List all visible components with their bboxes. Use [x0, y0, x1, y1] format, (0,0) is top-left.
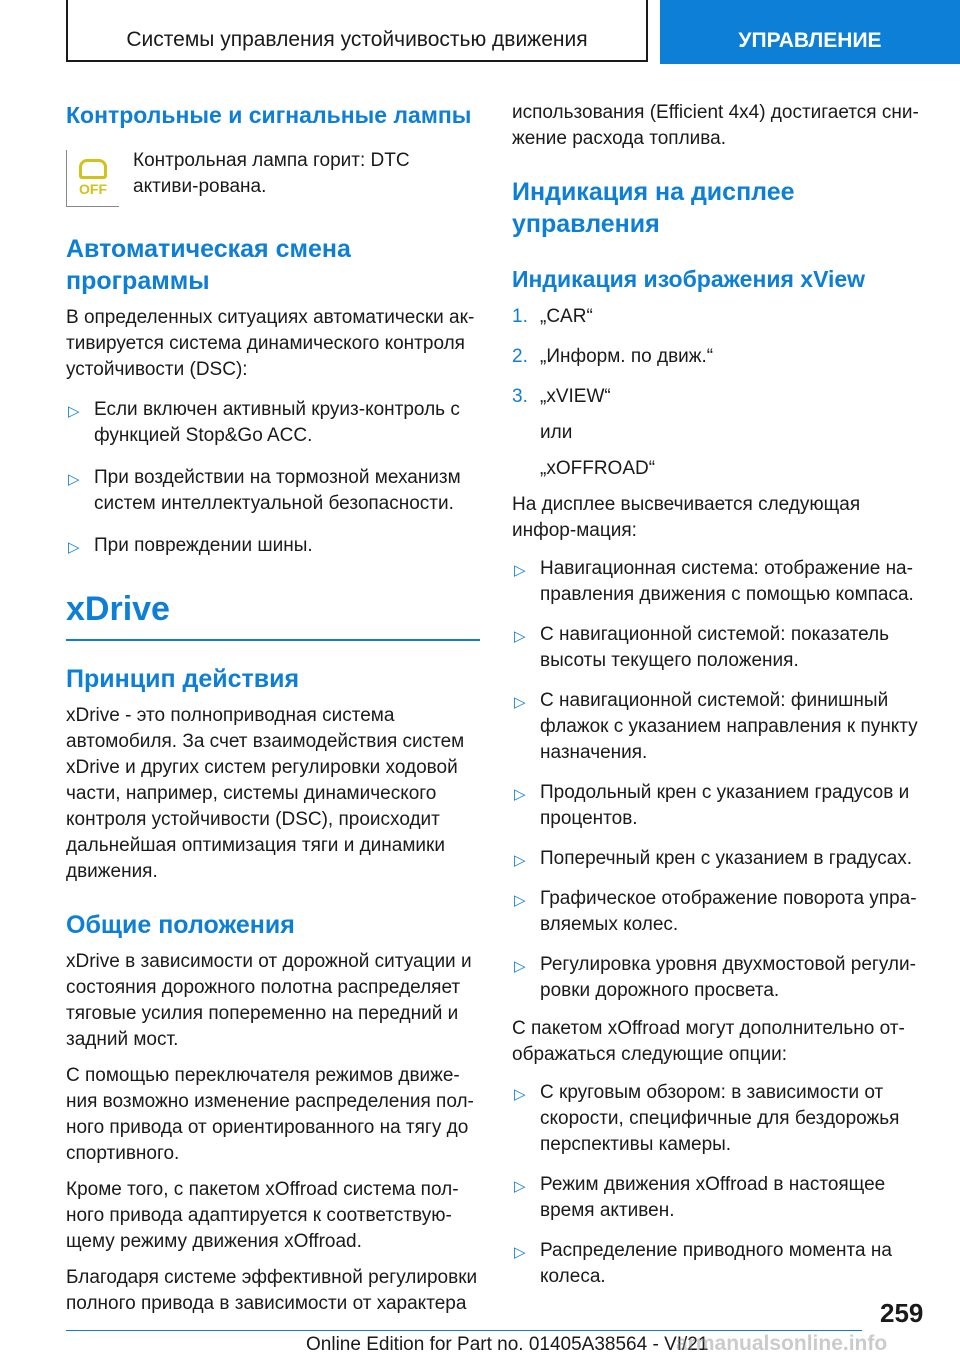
xview-heading: Индикация изображения xView [512, 266, 866, 292]
package-intro: С пакетом xOffroad могут дополнительно от-ображаться следующие опции: [512, 1018, 905, 1065]
display-bullets [512, 556, 924, 1004]
list-item: 1. „CAR“ [512, 306, 593, 327]
general-paragraph-2: С помощью переключателя режимов движе-ния возможно изменение распределения пол-ного привода от ориентированного на тягу до спортивного. [66, 1065, 474, 1164]
list-item: ▷ Регулировка уровня двухмостовой регули-ровки дорожного просвета. [514, 954, 916, 1001]
page-header [66, 0, 960, 64]
general-paragraph-1: xDrive в зависимости от дорожной ситуации и состояния дорожного полотна распределяет тяговые усилия попеременно на передний и задний мост. [66, 951, 472, 1050]
section-title: Системы управления устойчивостью движения [66, 0, 648, 62]
triangle-bullet-icon: ▷ [68, 403, 80, 420]
continued-text: использования (Efficient 4x4) достигается сни-жение расхода топлива. [512, 102, 919, 149]
xdrive-title: xDrive [66, 590, 170, 628]
principle-heading: Принцип действия [66, 665, 300, 693]
triangle-bullet-icon: ▷ [514, 694, 526, 711]
triangle-bullet-icon: ▷ [514, 1244, 526, 1261]
list-item: 2. „Информ. по движ.“ [512, 346, 714, 367]
display-heading: Индикация на дисплее управления [512, 178, 795, 238]
triangle-bullet-icon: ▷ [68, 471, 80, 488]
chapter-tab[interactable]: УПРАВЛЕНИЕ [660, 0, 960, 64]
general-paragraph-3: Кроме того, с пакетом xOffroad система пол-ного привода адаптируется к соответствую-щему режиму движения xOffroad. [66, 1179, 459, 1252]
general-heading: Общие положения [66, 911, 295, 939]
auto-heading: Автоматическая смена программы [66, 235, 351, 295]
right-column [512, 100, 924, 1290]
general-paragraph-4: Благодаря системе эффективной регулировки полного привода в зависимости от характера [66, 1267, 478, 1314]
list-item: ▷ При воздействии на тормозной механизм систем интеллектуальной безопасности. [68, 467, 461, 514]
list-item: ▷ Режим движения xOffroad в настоящее время активен. [514, 1174, 886, 1221]
lamps-heading: Контрольные и сигнальные лампы [66, 102, 472, 128]
package-bullets [512, 1080, 924, 1290]
auto-bullets [66, 397, 480, 559]
triangle-bullet-icon: ▷ [514, 628, 526, 645]
left-column [66, 100, 480, 1317]
section-rule [66, 639, 480, 641]
list-item: 3. „xVIEW“ [512, 386, 611, 407]
list-item: ▷ С навигационной системой: финишный флажок с указанием направления к пункту назначения. [514, 690, 918, 763]
list-item: ▷ Навигационная система: отображение на-правления движения с помощью компаса. [514, 558, 914, 605]
triangle-bullet-icon: ▷ [514, 562, 526, 579]
lamp-text: Контрольная лампа горит: DTC активи-рована. [133, 150, 410, 197]
list-item: ▷ При повреждении шины. [66, 533, 480, 559]
triangle-bullet-icon: ▷ [68, 539, 80, 556]
list-item: ▷ Продольный крен с указанием градусов и процентов. [514, 782, 910, 829]
auto-text: В определенных ситуациях автоматически ак-тивируется система динамического контроля устойчивости (DSC): [66, 307, 475, 380]
lamp-off-label: OFF [79, 181, 107, 197]
car-skid-icon [79, 159, 107, 179]
list-item: ▷ Если включен активный круиз-контроль с функцией Stop&Go ACC. [68, 399, 460, 446]
footer-rule [66, 1330, 862, 1331]
list-item: ▷ С круговым обзором: в зависимости от скорости, специфичные для бездорожья перспективы камеры. [514, 1082, 900, 1155]
triangle-bullet-icon: ▷ [514, 786, 526, 803]
list-item: ▷ Графическое отображение поворота упра-вляемых колес. [514, 888, 917, 935]
lamp-row [66, 144, 480, 207]
list-item: ▷ С навигационной системой: показатель высоты текущего положения. [514, 624, 890, 671]
watermark: armanualsonline.info [676, 1332, 888, 1355]
xoffroad-text: „xOFFROAD“ [540, 458, 656, 479]
edition-text: Online Edition for Part no. 01405A38564 - VI/21 [306, 1334, 709, 1355]
triangle-bullet-icon: ▷ [514, 1086, 526, 1103]
triangle-bullet-icon: ▷ [514, 958, 526, 975]
or-text: или [540, 422, 573, 443]
triangle-bullet-icon: ▷ [514, 1178, 526, 1195]
xview-steps [512, 304, 924, 410]
triangle-bullet-icon: ▷ [514, 852, 526, 869]
dtc-off-lamp-icon [66, 150, 119, 207]
triangle-bullet-icon: ▷ [514, 892, 526, 909]
list-item: ▷ Поперечный крен с указанием в градусах. [512, 846, 924, 872]
page-number: 259 [880, 1298, 924, 1328]
display-intro: На дисплее высвечивается следующая инфор-мация: [512, 494, 861, 541]
list-item: ▷ Распределение приводного момента на колеса. [514, 1240, 892, 1287]
principle-text: xDrive - это полноприводная система автомобиля. За счет взаимодействия систем xDrive и других систем регулировки ходовой части, например, системы динамического контроля устойчивости (DSC), происходит дальнейшая оптимизация тяги и динамики движения. [66, 705, 465, 882]
